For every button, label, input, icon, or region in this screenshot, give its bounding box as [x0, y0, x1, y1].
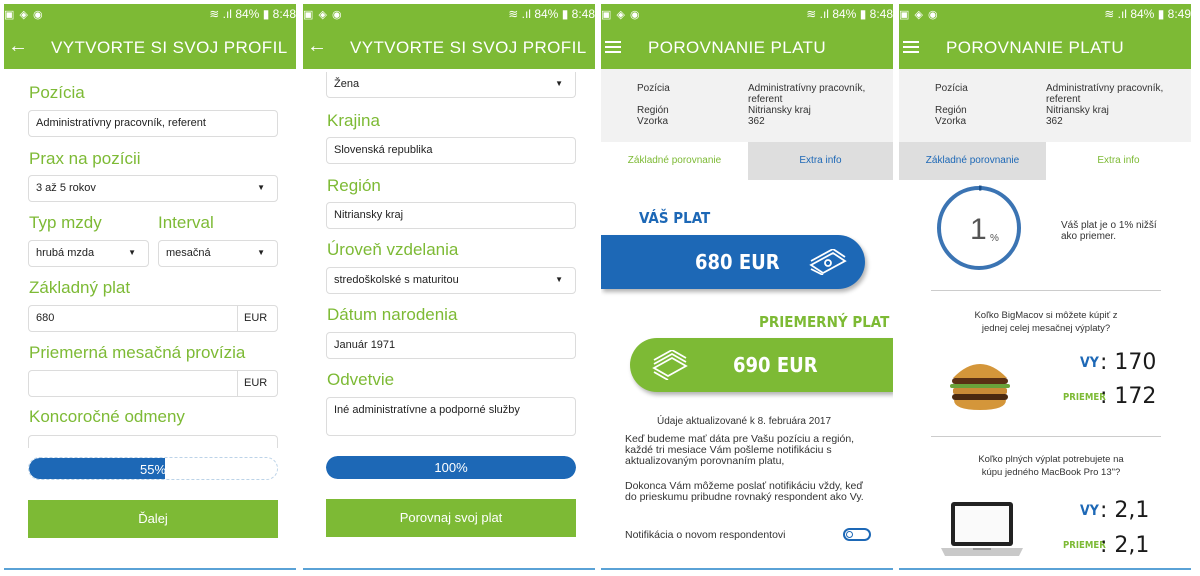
notification-icons: ▣ ◈ ◉ [899, 9, 939, 21]
page-title: VYTVORTE SI SVOJ PROFIL [350, 38, 587, 57]
krajina-label: Krajina [327, 111, 380, 130]
info-pozicia-label: Pozícia [935, 83, 968, 94]
battery-level: 84% [534, 7, 559, 21]
region-field[interactable]: Nitriansky kraj [326, 202, 576, 229]
battery-level: 84% [832, 7, 857, 21]
prax-label: Prax na pozícii [29, 149, 141, 168]
progress-text: 100% [434, 460, 468, 475]
percent-text: Váš plat je o 1% nižší ako priemer. [1061, 220, 1157, 242]
status-bar [601, 4, 893, 24]
bottom-divider [4, 568, 296, 570]
interval-select[interactable] [158, 240, 278, 267]
status-right [209, 7, 296, 21]
burger-icon [947, 354, 1013, 414]
vas-plat-value: 680 EUR [695, 250, 780, 274]
gender-select[interactable] [326, 72, 576, 98]
bigmac-priemer-value: : 172 [1100, 384, 1157, 409]
toggle-knob [846, 531, 853, 538]
signal-icon: .ıl [819, 7, 829, 21]
provizia-field[interactable] [28, 370, 278, 397]
interval-value: mesačná [166, 247, 211, 259]
signal-icon: .ıl [1117, 7, 1127, 21]
bottom-divider [303, 568, 595, 570]
notification-icons: ▣ ◈ ◉ [303, 9, 343, 21]
money-icon [807, 249, 849, 275]
notification-toggle-label: Notifikácia o novom respondentovi [625, 529, 786, 541]
info-pozicia-value: Administratívny pracovník, referent [748, 83, 866, 105]
wifi-icon: ≋ [209, 7, 220, 21]
info-pozicia-label: Pozícia [637, 83, 670, 94]
clock: 8:48 [571, 7, 595, 21]
currency-unit: EUR [237, 306, 277, 331]
progress-bar [28, 457, 278, 480]
vas-plat-pill [601, 235, 865, 289]
status-right [806, 7, 893, 21]
dropdown-arrow-icon: ▼ [555, 79, 563, 88]
info-region-label: Región [935, 105, 967, 116]
tab-extra[interactable]: Extra info [1046, 142, 1191, 180]
money-stack-icon [652, 350, 688, 380]
plat-label: Základný plat [29, 278, 131, 297]
provizia-label: Priemerná mesačná provízia [29, 343, 246, 362]
updated-text: Údaje aktualizované k 8. februára 2017 [657, 416, 832, 427]
notification-info-1: Keď budeme mať dáta pre Vašu pozíciu a región, každé tri mesiace Vám pošleme notifikáciu s aktualizovaným porovnaním platu, [625, 433, 855, 467]
page-title: POROVNANIE PLATU [946, 38, 1125, 57]
typ-mzdy-select[interactable] [28, 240, 149, 267]
battery-icon: ▮ [859, 7, 867, 21]
info-region-value: Nitriansky kraj [1046, 105, 1109, 116]
screen-profile-step2 [303, 4, 595, 570]
status-right [1104, 7, 1191, 21]
divider [931, 290, 1161, 291]
notification-icons: ▣ ◈ ◉ [601, 9, 641, 21]
back-arrow-icon[interactable]: ← [8, 35, 28, 57]
bottom-divider [899, 568, 1191, 570]
battery-icon: ▮ [262, 7, 270, 21]
macbook-vy-number: 2,1 [1114, 498, 1150, 523]
next-button[interactable]: Ďalej [28, 500, 278, 538]
app-bar [303, 24, 595, 69]
vzdelanie-select[interactable] [326, 267, 576, 294]
macbook-priemer-number: 2,1 [1114, 533, 1150, 558]
progress-bar [326, 456, 576, 479]
dropdown-arrow-icon: ▼ [128, 248, 136, 257]
signal-icon: .ıl [521, 7, 531, 21]
back-arrow-icon[interactable]: ← [307, 35, 327, 57]
bigmac-priemer-number: 172 [1114, 384, 1157, 409]
tab-basic[interactable]: Základné porovnanie [601, 142, 748, 180]
app-bar [899, 24, 1191, 69]
divider [931, 436, 1161, 437]
macbook-priemer-value: : 2,1 [1100, 533, 1150, 558]
priemerny-pill [630, 338, 893, 392]
vzdelanie-label: Úroveň vzdelania [327, 240, 459, 259]
priemer-label: PRIEMER [1063, 540, 1106, 551]
odmeny-field[interactable] [28, 435, 278, 448]
priemerny-value: 690 EUR [733, 353, 818, 377]
macbook-vy-value: : 2,1 [1100, 498, 1150, 523]
bigmac-question: Koľko BigMacov si môžete kúpiť z jednej celej mesačnej výplaty? [974, 310, 1118, 334]
wifi-icon: ≋ [806, 7, 817, 21]
vzdelanie-value: stredoškolské s maturitou [334, 274, 459, 286]
battery-icon: ▮ [561, 7, 569, 21]
tab-basic[interactable]: Základné porovnanie [899, 142, 1046, 180]
info-vzorka-label: Vzorka [637, 116, 669, 127]
priemer-label: PRIEMER [1063, 392, 1106, 403]
bigmac-vy-value: : 170 [1100, 350, 1157, 375]
odvetvie-field[interactable]: Iné administratívne a podporné služby [326, 397, 576, 436]
bigmac-vy-number: 170 [1114, 350, 1157, 375]
info-vzorka-value: 362 [1046, 116, 1063, 127]
signal-icon: .ıl [222, 7, 232, 21]
datum-field[interactable]: Január 1971 [326, 332, 576, 359]
screen-profile-step1 [4, 4, 296, 570]
dropdown-arrow-icon: ▼ [257, 183, 265, 192]
laptop-icon [941, 500, 1023, 560]
prax-select[interactable] [28, 175, 278, 202]
clock: 8:48 [272, 7, 296, 21]
clock: 8:49 [1167, 7, 1191, 21]
progress-text: 55% [139, 462, 167, 477]
screen-salary-comparison-extra [899, 4, 1191, 570]
macbook-question: Koľko plných výplat potrebujete na kúpu jedného MacBook Pro 13"? [978, 454, 1124, 478]
page-title: POROVNANIE PLATU [648, 38, 827, 57]
vas-plat-label: VÁŠ PLAT [639, 209, 711, 227]
prax-value: 3 až 5 rokov [36, 182, 96, 194]
wifi-icon: ≋ [508, 7, 519, 21]
interval-label: Interval [158, 213, 214, 232]
pozicia-field[interactable]: Administratívny pracovník, referent [28, 110, 278, 137]
status-right [508, 7, 595, 21]
compare-button[interactable]: Porovnaj svoj plat [326, 499, 576, 537]
notification-icons: ▣ ◈ ◉ [4, 9, 44, 21]
status-bar [899, 4, 1191, 24]
tab-extra[interactable]: Extra info [748, 142, 893, 180]
odvetvie-label: Odvetvie [327, 370, 395, 389]
percent-sign: % [990, 233, 999, 244]
plat-value: 680 [36, 312, 55, 324]
page-title: VYTVORTE SI SVOJ PROFIL [51, 38, 288, 57]
app-bar [4, 24, 296, 69]
currency-unit: EUR [237, 371, 277, 396]
gender-value: Žena [334, 78, 360, 90]
screen-salary-comparison-basic [601, 4, 893, 570]
status-bar [4, 4, 296, 24]
battery-level: 84% [1130, 7, 1155, 21]
percent-number: 1 [970, 213, 987, 246]
notification-info-2: Dokonca Vám môžeme poslať notifikáciu vždy, keď do prieskumu pribudne rovnaký respondent ako Vy. [625, 480, 864, 503]
info-region-label: Región [637, 105, 669, 116]
dropdown-arrow-icon: ▼ [555, 275, 563, 284]
bottom-divider [601, 568, 893, 570]
pozicia-label: Pozícia [29, 83, 85, 102]
status-bar [303, 4, 595, 24]
region-label: Región [327, 176, 381, 195]
dropdown-arrow-icon: ▼ [257, 248, 265, 257]
info-vzorka-label: Vzorka [935, 116, 967, 127]
notification-toggle[interactable] [843, 528, 871, 541]
vy-label: VY [1080, 503, 1099, 519]
menu-icon[interactable] [605, 41, 621, 56]
priemerny-label: PRIEMERNÝ PLAT [759, 313, 890, 331]
info-pozicia-value: Administratívny pracovník, referent [1046, 83, 1164, 105]
battery-level: 84% [235, 7, 260, 21]
battery-icon: ▮ [1157, 7, 1165, 21]
plat-field[interactable] [28, 305, 278, 332]
krajina-field[interactable]: Slovenská republika [326, 137, 576, 164]
vy-label: VY [1080, 355, 1099, 371]
app-bar [601, 24, 893, 69]
odmeny-label: Koncoročné odmeny [29, 407, 185, 426]
info-region-value: Nitriansky kraj [748, 105, 811, 116]
info-vzorka-value: 362 [748, 116, 765, 127]
typ-mzdy-value: hrubá mzda [36, 247, 95, 259]
menu-icon[interactable] [903, 41, 919, 56]
datum-label: Dátum narodenia [327, 305, 458, 324]
typ-mzdy-label: Typ mzdy [29, 213, 102, 232]
clock: 8:48 [869, 7, 893, 21]
wifi-icon: ≋ [1104, 7, 1115, 21]
